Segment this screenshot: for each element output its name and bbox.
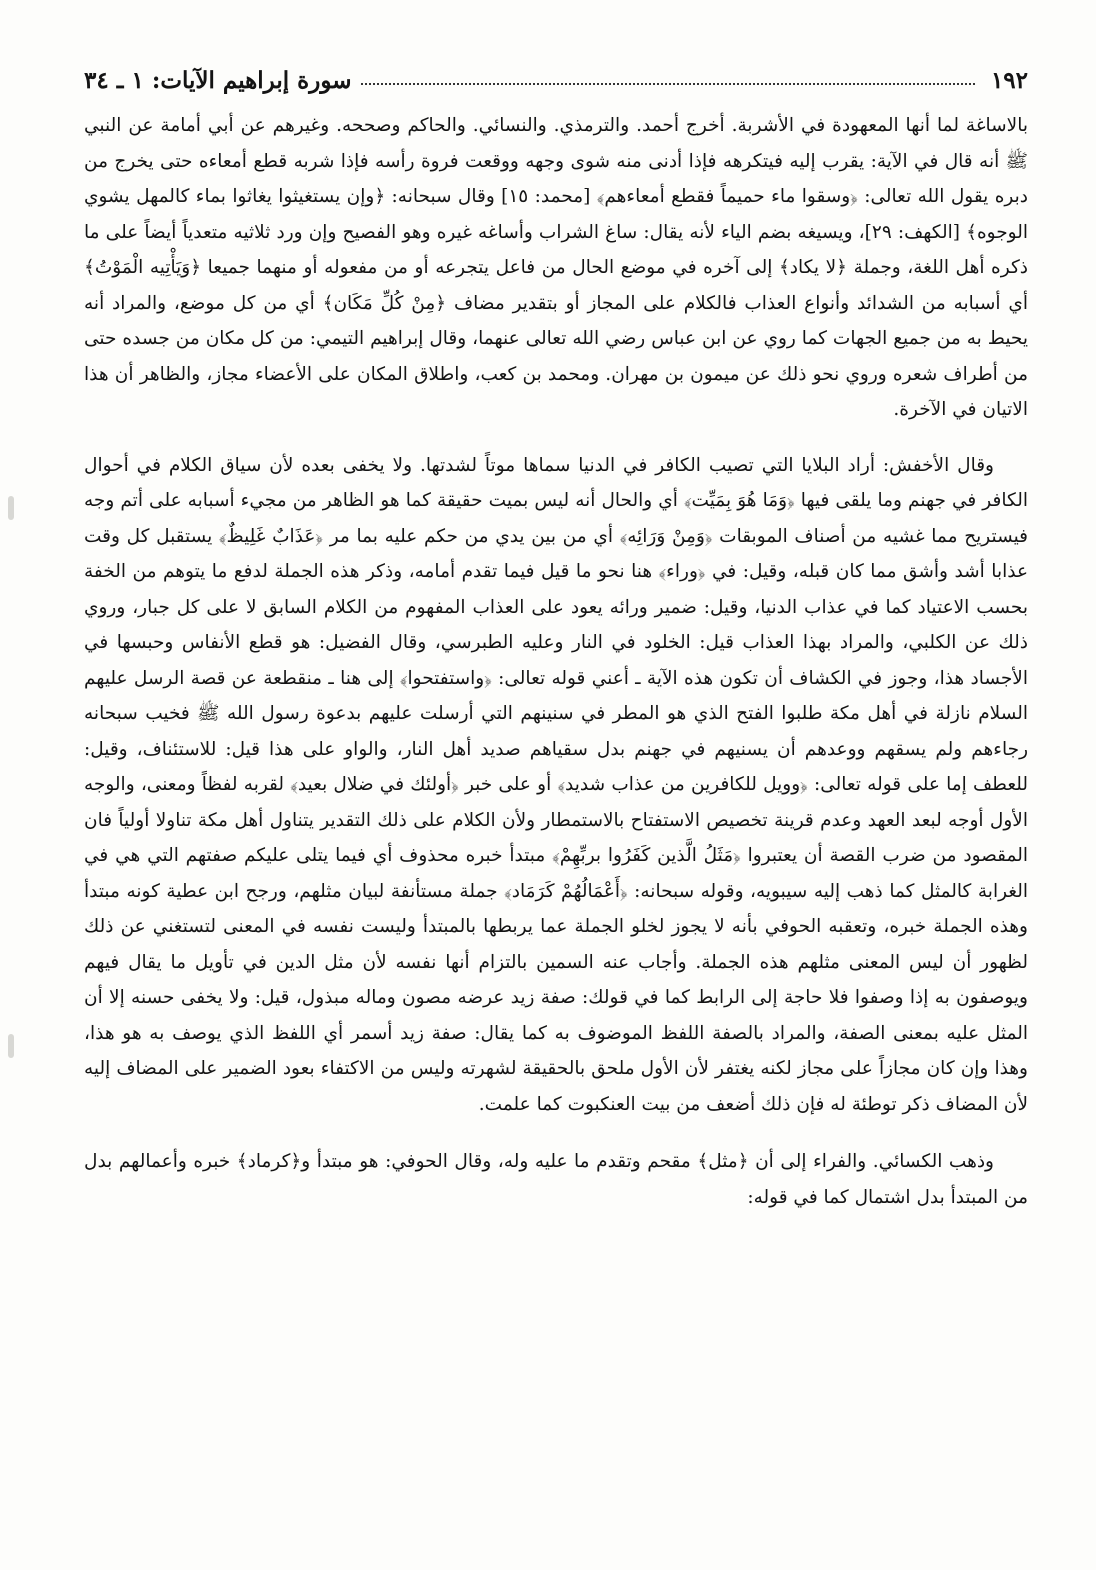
paragraph-2: وقال الأخفش: أراد البلايا التي تصيب الكافر في الدنيا سماها موتاً لشدتها. ولا يخفى بعده لأن سياق الكلام في أحوال الكافر في جهنم وما يلقى فيها ﴿وَمَا هُوَ بِمَيِّت﴾ أي والحال أنه ليس بميت حقيقة كما هو الظاهر من مجيء أسبابه على أتم وجه فيستريح مما غشيه من أصناف الموبقات ﴿وَمِنْ وَرَائِه﴾ أي من بين يدي من حكم عليه بما مر ﴿عَذَابٌ غَلِيظٌ﴾ يستقبل كل وقت عذابا أشد وأشق مما كان قبله، وقيل: في ﴿وراء﴾ هنا نحو ما قيل فيما تقدم أمامه، وذكر هذه الجملة لدفع ما يتوهم من الخفة بحسب الاعتياد كما في عذاب الدنيا، وقيل: ضمير ورائه يعود على العذاب المفهوم من الكلام السابق لا على كل جبار، وروي ذلك عن الكلبي، والمراد بهذا العذاب قيل: الخلود في النار وعليه الطبرسي، وقال الفضيل: هو قطع الأنفاس وحبسها في الأجساد هذا، وجوز في الكشاف أن تكون هذه الآية ـ أعني قوله تعالى: ﴿واستفتحوا﴾ إلى هنا ـ منقطعة عن قصة الرسل عليهم السلام نازلة في أهل مكة طلبوا الفتح الذي هو المطر في سنينهم التي أرسلت عليهم بدعوة رسول الله ﷺ فخيب سبحانه رجاءهم ولم يسقهم ووعدهم أن يسنيهم في جهنم بدل سقياهم صديد أهل النار، والواو على هذا قيل: للاستئناف، وقيل: للعطف إما على قوله تعالى: ﴿وويل للكافرين من عذاب شديد﴾ أو على خبر ﴿أولئك في ضلال بعيد﴾ لقربه لفظاً ومعنى، والوجه الأول أوجه لبعد العهد وعدم قرينة تخصيص الاستفتاح بالاستمطار ولأن الكلام على ذلك التقدير يتناول أهل مكة تناولا أولياً فان المقصود من ضرب القصة أن يعتبروا ﴿مَثَلُ الَّذين كَفَرُوا بربِّهِمْ﴾ مبتدأ خبره محذوف أي فيما يتلى عليكم صفتهم التي هي في الغرابة كالمثل كما ذهب إليه سيبويه، وقوله سبحانه: ﴿أَعْمَالُهُمْ كَرَمَاد﴾ جملة مستأنفة لبيان مثلهم، ورجح ابن عطية كونه مبتدأ وهذه الجملة خبره، وتعقبه الحوفي بأنه لا يجوز لخلو الجملة عما يربطها بالمبتدأ وليست نفسه في المعنى لتستغني عن ذلك لظهور أن ليس المعنى مثلهم هذه الجملة. وأجاب عنه السمين بالتزام أنها نفسه لأن مثل الدين في تأويل ما يقال فيهم ويوصفون به إذا وصفوا فلا حاجة إلى الرابط كما في قولك: صفة زيد عرضه مصون وماله مبذول، قيل: ولا يخفى حسنه إلا أن المثل عليه بمعنى الصفة، والمراد بالصفة اللفظ الموضوف به كما يقال: صفة زيد أسمر أي اللفظ الذي يوصف به هو هذا، وهذا وإن كان مجازاً على مجاز لكنه يغتفر لأن الأول ملحق بالحقيقة لشهرته وليس من الاكتفاء بعود الضمير على المضاف إليه لأن المضاف ذكر توطئة له فإن ذلك أضعف من بيت العنكبوت كما علمت.: [84, 454, 1028, 1115]
binding-mark: [8, 1034, 14, 1058]
paragraph-3: وذهب الكسائي. والفراء إلى أن ﴿مثل﴾ مقحم وتقدم ما عليه وله، وقال الحوفي: هو مبتدأ و﴿كرماد﴾ خبره وأعمالهم بدل من المبتدأ بدل اشتمال كما في قوله:: [84, 1151, 1028, 1208]
running-head: [84, 60, 1028, 94]
page-body: [84, 108, 1028, 1215]
page-number: ١٩٢: [990, 67, 1028, 94]
binding-mark: [8, 496, 14, 520]
surah-title: سورة إبراهيم الآيات: ١ ـ ٣٤: [84, 67, 352, 94]
paragraph-1: بالاساغة لما أنها المعهودة في الأشربة. أخرج أحمد. والترمذي. والنسائي. والحاكم وصححه. وغيرهم عن أبي أمامة عن النبي ﷺ أنه قال في الآية: يقرب إليه فيتكرهه فإذا أدنى منه شوى وجهه ووقعت فروة رأسه فإذا شربه قطع أمعاءه حتى يخرج من دبره يقول الله تعالى: ﴿وسقوا ماء حميماً فقطع أمعاءهم﴾ [محمد: ١٥] وقال سبحانه: ﴿وإن يستغيثوا يغاثوا بماء كالمهل يشوي الوجوه﴾ [الكهف: ٢٩]، ويسيغه بضم الياء لأنه يقال: ساغ الشراب وأساغه غيره وهو الفصيح وإن ورد ثلاثيه متعدياً أيضاً على ما ذكره أهل اللغة، وجملة ﴿لا يكاد﴾ إلى آخره في موضع الحال من فاعل يتجرعه أو من مفعوله أو منهما جميعا ﴿وَيَأْتِيه الْمَوْتُ﴾ أي أسبابه من الشدائد وأنواع العذاب فالكلام على المجاز أو بتقدير مضاف ﴿مِنْ كُلِّ مَكَان﴾ أي من كل موضع، والمراد أنه يحيط به من جميع الجهات كما روي عن ابن عباس رضي الله تعالى عنهما، وقال إبراهيم التيمي: من كل مكان من جسده حتى من أطراف شعره وروي نحو ذلك عن ميمون بن مهران. ومحمد بن كعب، واطلاق المكان على الأعضاء مجاز، والظاهر أن هذا الاتيان في الآخرة.: [84, 115, 1029, 420]
dotted-leader: [361, 83, 974, 85]
